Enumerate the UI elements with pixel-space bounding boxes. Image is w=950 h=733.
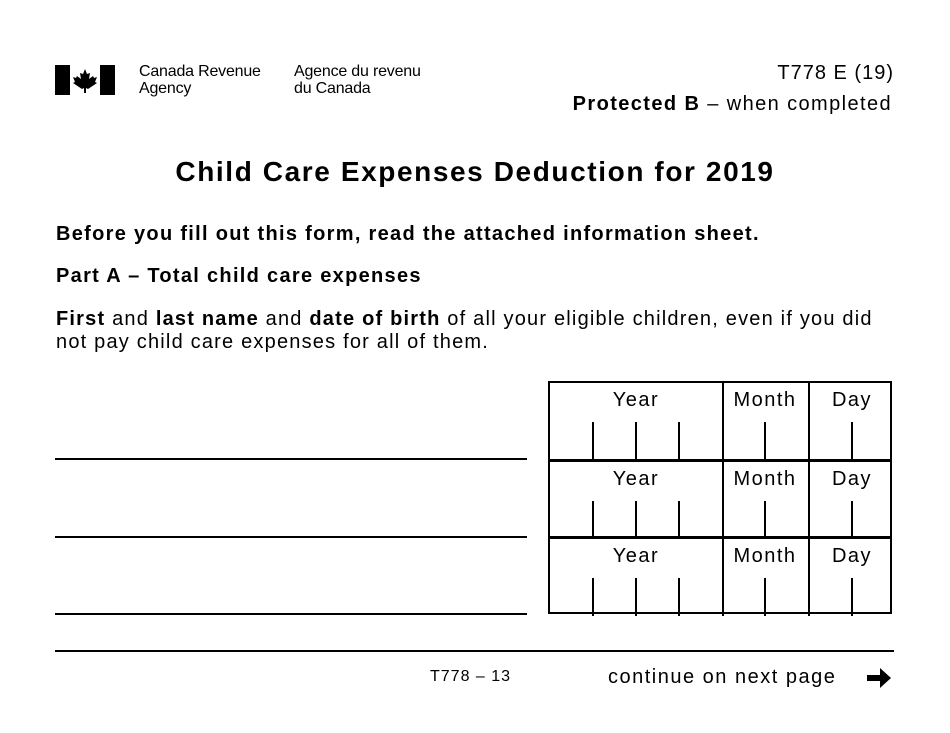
page-code: T778 – 13 [430,668,512,685]
month-field-3[interactable] [722,539,810,616]
date-row-2 [550,459,890,539]
child-name-field-1[interactable] [55,458,527,460]
month-field-2[interactable] [722,462,810,539]
canada-flag-icon [55,65,115,95]
year-label: Year [612,545,660,567]
day-label: Day [831,545,873,567]
protected-notice: Protected B – when completed [572,93,892,115]
year-field-2[interactable] [550,462,724,539]
year-label: Year [612,468,660,490]
month-field-1[interactable] [722,383,810,460]
day-field-1[interactable] [810,383,894,460]
day-label: Day [831,389,873,411]
year-field-1[interactable] [550,383,724,460]
month-label: Month [733,545,797,567]
year-field-3[interactable] [550,539,724,616]
continue-next-page: continue on next page [608,666,837,688]
agency-name-french: Agence du revenu du Canada [294,63,421,97]
child-name-field-2[interactable] [55,536,527,538]
day-label: Day [831,468,873,490]
part-a-heading: Part A – Total child care expenses [56,265,422,287]
date-of-birth-table [548,381,892,614]
child-name-field-3[interactable] [55,613,527,615]
date-row-3 [550,536,890,616]
day-field-2[interactable] [810,462,894,539]
year-label: Year [612,389,660,411]
date-row-1 [550,383,890,460]
day-field-3[interactable] [810,539,894,616]
instruction-text: Before you fill out this form, read the attached information sheet. [56,223,760,245]
part-a-intro: First and last name and date of birth of all your eligible children, even if you did not pay child care expenses for all of them. [56,308,873,353]
month-label: Month [733,468,797,490]
month-label: Month [733,389,797,411]
agency-name-english: Canada Revenue Agency [139,63,261,97]
footer-divider [55,650,894,652]
arrow-right-icon [866,665,892,691]
form-code: T778 E (19) [777,62,894,84]
form-title: Child Care Expenses Deduction for 2019 [175,156,775,187]
